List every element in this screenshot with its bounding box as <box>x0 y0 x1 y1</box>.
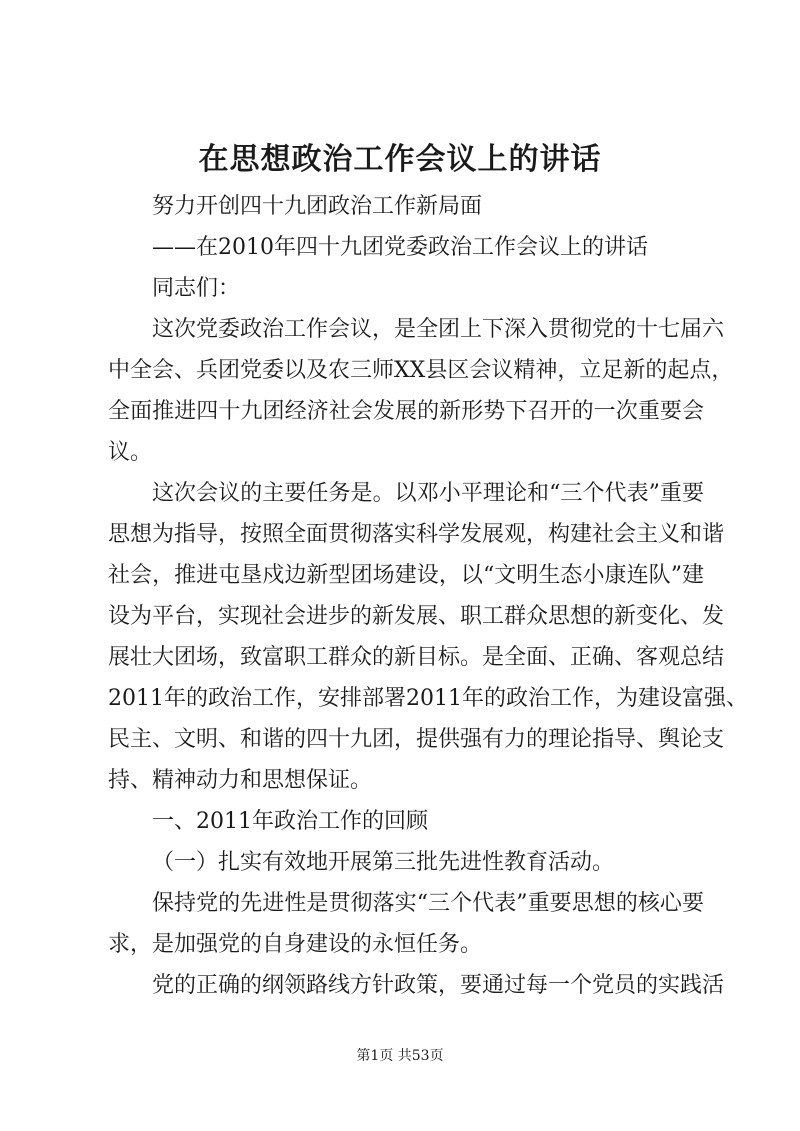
paragraph-line: 思想为指导，按照全面贯彻落实科学发展观，构建社会主义和谐 <box>108 522 725 547</box>
subtitle: 努力开创四十九团政治工作新局面 <box>152 194 483 219</box>
document-body <box>108 186 748 1006</box>
document-title: 在思想政治工作会议上的讲话 <box>198 142 602 177</box>
paragraph-line: 民主、文明、和谐的四十九团，提供强有力的理论指导、舆论支 <box>108 727 725 752</box>
subtitle-occasion: ——在2010年四十九团党委政治工作会议上的讲话 <box>152 235 648 260</box>
paragraph-line: 持、精神动力和思想保证。 <box>108 768 373 793</box>
paragraph-line: 保持党的先进性是贯彻落实“三个代表”重要思想的核心要 <box>152 891 704 916</box>
paragraph-line: 求，是加强党的自身建设的永恒任务。 <box>108 932 483 957</box>
paragraph-line: 设为平台，实现社会进步的新发展、职工群众思想的新变化、发 <box>108 604 725 629</box>
paragraph-line: 展壮大团场，致富职工群众的新目标。是全面、正确、客观总结 <box>108 645 725 670</box>
paragraph-line: 中全会、兵团党委以及农三师XX县区会议精神，立足新的起点， <box>108 358 734 383</box>
subsection-heading: （一）扎实有效地开展第三批先进性教育活动。 <box>152 850 615 875</box>
paragraph-line: 社会，推进屯垦戍边新型团场建设，以“文明生态小康连队”建 <box>108 563 704 588</box>
paragraph-line: 党的正确的纲领路线方针政策，要通过每一个党员的实践活 <box>152 973 725 998</box>
paragraph-line: 全面推进四十九团经济社会发展的新形势下召开的一次重要会 <box>108 399 704 424</box>
paragraph-line: 2011年的政治工作，安排部署2011年的政治工作，为建设富强、 <box>108 686 748 711</box>
paragraph-line: 这次会议的主要任务是。以邓小平理论和“三个代表”重要 <box>152 481 704 506</box>
section-heading: 一、2011年政治工作的回顾 <box>152 809 428 834</box>
paragraph-line: 议。 <box>108 440 153 465</box>
paragraph-line: 这次党委政治工作会议，是全团上下深入贯彻党的十七届六 <box>152 317 725 342</box>
page-number-footer: 第1页 共53页 <box>356 1048 444 1064</box>
salutation: 同志们： <box>152 276 241 301</box>
